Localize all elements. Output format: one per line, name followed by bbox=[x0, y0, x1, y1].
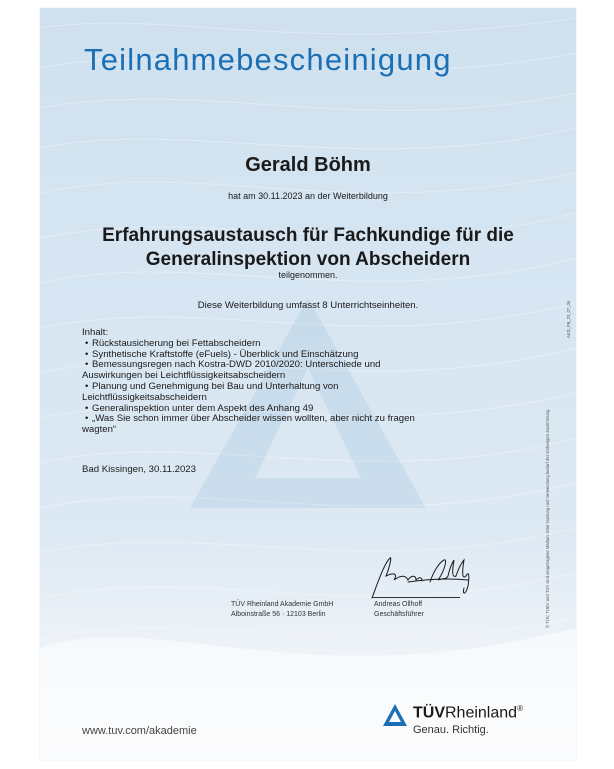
attended-line: hat am 30.11.2023 an der Weiterbildung bbox=[228, 191, 388, 201]
list-item: • „Was Sie schon immer über Abscheider wissen wollten, aber nicht zu fragen wagten“ bbox=[82, 413, 415, 436]
course-title-line-2: Generalinspektion von Abscheidern bbox=[145, 249, 471, 270]
tuv-triangle-logo-icon bbox=[382, 703, 408, 727]
content-section bbox=[82, 328, 422, 436]
document-code: AKD_FB_23_07_06 bbox=[566, 300, 571, 338]
place-date: Bad Kissingen, 30.11.2023 bbox=[82, 464, 196, 475]
signer-block bbox=[374, 600, 424, 620]
participated-text: teilgenommen. bbox=[278, 270, 338, 280]
signer-role: Geschäftsführer bbox=[374, 611, 424, 618]
units-line: Diese Weiterbildung umfasst 8 Unterrichtseinheiten. bbox=[197, 300, 419, 311]
list-item: • Synthetische Kraftstoffe (eFuels) - Überblick und Einschätzung bbox=[85, 348, 359, 360]
logo-slogan: Genau. Richtig. bbox=[413, 724, 489, 736]
certificate-sheet bbox=[40, 8, 576, 760]
participant-name: Gerald Böhm bbox=[245, 154, 371, 176]
website-url: www.tuv.com/akademie bbox=[82, 725, 197, 737]
list-item: • Rückstausicherung bei Fettabscheidern bbox=[85, 337, 261, 349]
list-item: • Planung und Genehmigung bei Bau und Unterhaltung von Leichtflüssigkeitsabscheidern bbox=[82, 380, 339, 403]
organization-address: TÜV Rheinland Akademie GmbH Alboinstraße 56 · 12103 Berlin bbox=[231, 601, 334, 618]
signer-name: Andreas Ollhoff bbox=[374, 601, 423, 608]
handwritten-signature bbox=[368, 552, 478, 602]
page-title: Teilnahmebescheinigung bbox=[84, 42, 452, 77]
content-list bbox=[82, 339, 422, 436]
list-item: • Generalinspektion unter dem Aspekt des Anhang 49 bbox=[85, 402, 314, 414]
signature-line bbox=[372, 597, 460, 598]
trademark-notice: © TÜV, TUEV und TUV sind eingetragene Marken. Eine Nutzung und Verwendung bedarf der vorherigen Zustimmung. bbox=[545, 408, 550, 628]
content-heading: Inhalt: bbox=[82, 327, 109, 338]
course-title-line-1: Erfahrungsaustausch für Fachkundige für die bbox=[102, 225, 514, 246]
tuv-rheinland-logo: TÜVRheinland® bbox=[413, 704, 523, 722]
list-item: • Bemessungsregen nach Kostra-DWD 2010/2020: Unterschiede und Auswirkungen bei Leichtflüssigkeitsabscheidern bbox=[82, 359, 381, 382]
course-title bbox=[40, 224, 576, 272]
